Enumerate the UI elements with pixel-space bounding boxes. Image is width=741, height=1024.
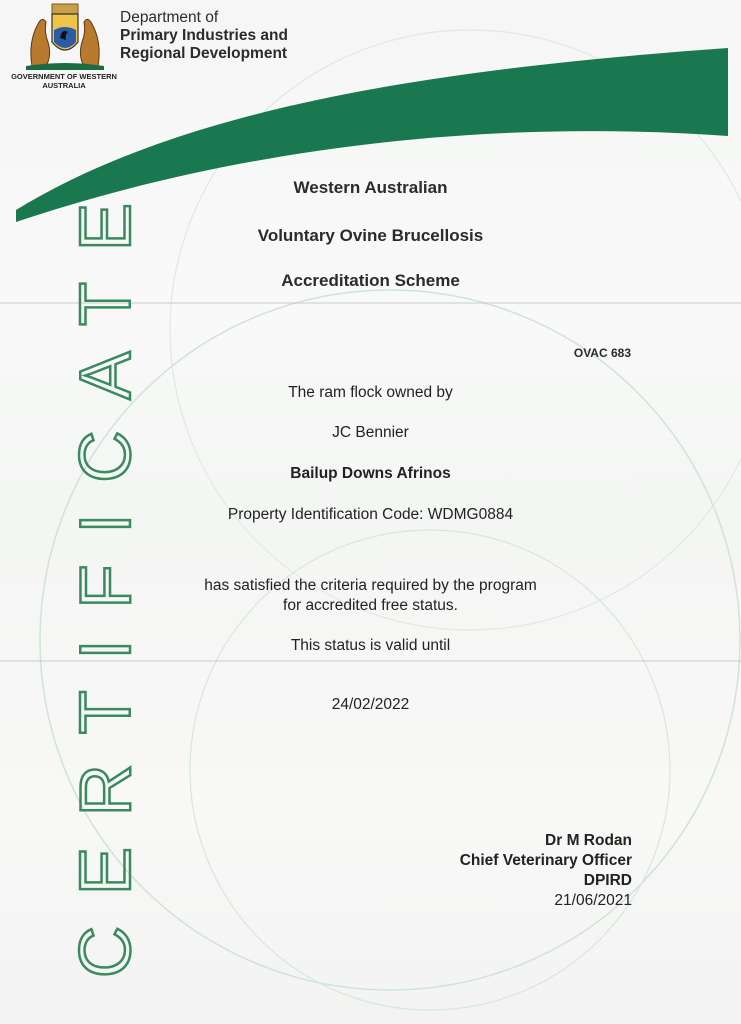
department-name xyxy=(120,9,288,63)
intro-text: The ram flock owned by xyxy=(288,384,453,401)
property-identification-code: Property Identification Code: WDMG0884 xyxy=(227,506,514,523)
reference-number: OVAC 683 xyxy=(573,346,631,360)
certificate-watermark-text: CERTIFICATE xyxy=(66,203,146,978)
valid-until-date: 24/02/2022 xyxy=(331,696,410,713)
criteria-text-line-2: for accredited free status. xyxy=(283,597,458,614)
signatory-name: Dr M Rodan xyxy=(545,832,632,849)
scheme-title-line-3: Accreditation Scheme xyxy=(281,271,460,290)
flock-name: Bailup Downs Afrinos xyxy=(290,465,451,482)
scheme-title-line-2: Voluntary Ovine Brucellosis xyxy=(257,226,484,245)
criteria-text-line-1: has satisfied the criteria required by the program xyxy=(204,577,537,594)
department-line-2: Primary Industries and xyxy=(120,27,288,44)
government-crest-logo xyxy=(22,2,108,72)
signatory-organisation: DPIRD xyxy=(583,872,632,889)
validity-text: This status is valid until xyxy=(290,637,451,654)
scheme-title-line-1: Western Australian xyxy=(293,178,448,197)
department-line-3: Regional Development xyxy=(120,45,288,62)
owner-name: JC Bennier xyxy=(332,424,409,441)
government-label: GOVERNMENT OF WESTERN AUSTRALIA xyxy=(11,72,117,90)
department-line-1: Department of xyxy=(120,9,219,26)
signature-date: 21/06/2021 xyxy=(554,892,632,909)
signatory-title: Chief Veterinary Officer xyxy=(459,852,632,869)
